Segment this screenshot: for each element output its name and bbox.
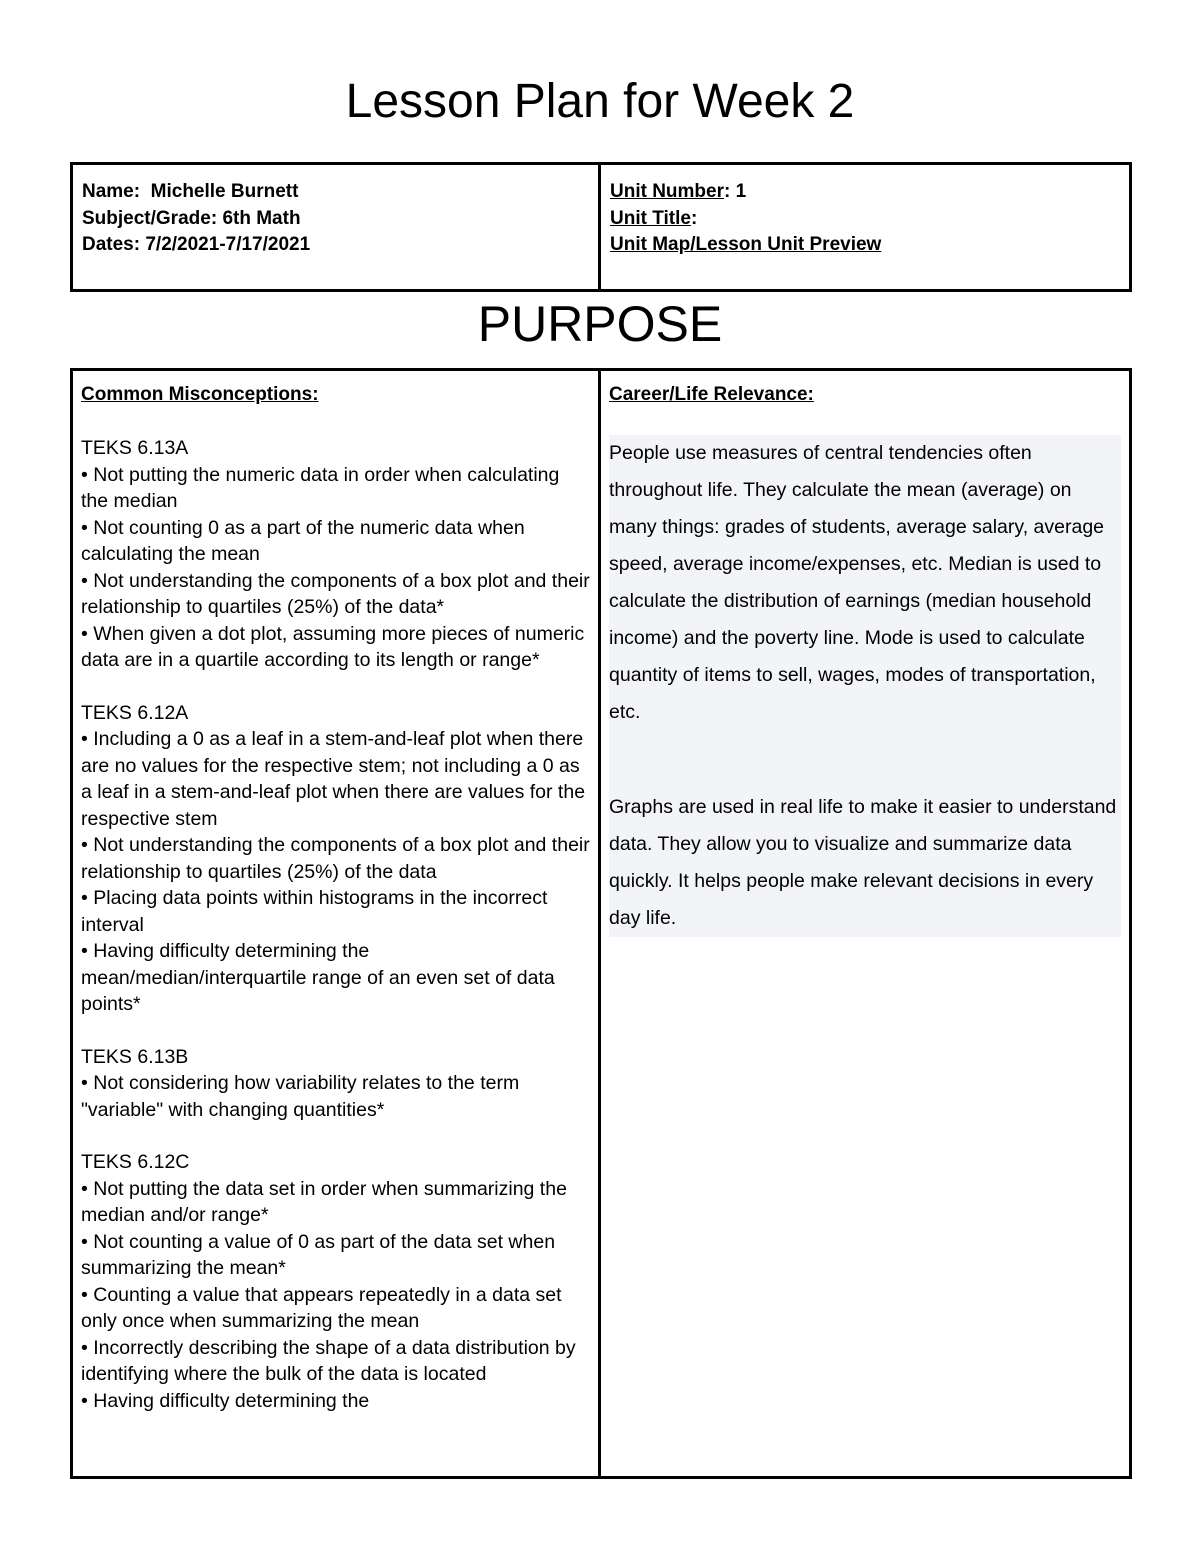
unit-title-line [610,206,1120,233]
teks-block [81,1044,591,1124]
teacher-info-cell [73,165,601,289]
misconception-bullet: • Having difficulty determining the mean/median/interquartile range of an even set of data points* [81,940,555,1015]
unit-title-label: Unit Title [610,207,691,229]
subject-value: 6th Math [222,207,301,229]
unit-number-label: Unit Number [610,181,724,202]
relevance-heading: Career/Life Relevance: [609,384,814,405]
paragraph-spacer [609,731,1121,789]
purpose-table [70,368,1132,1479]
subject-line [82,206,589,233]
dates-value: 7/2/2021-7/17/2021 [145,234,311,255]
misconception-bullet: • Counting a value that appears repeatedly in a data set only once when summarizing the mean [81,1283,562,1332]
dates-label: Dates: [82,234,141,255]
subject-label: Subject/Grade: [82,207,218,229]
unit-title-suffix: : [690,207,698,229]
teks-label: TEKS 6.13A [81,437,189,459]
misconception-bullet: • Having difficulty determining the [81,1389,370,1412]
name-line [82,179,589,206]
misconceptions-heading [81,383,591,407]
misconceptions-heading-suffix: : [312,384,319,405]
teks-label: TEKS 6.13B [81,1045,189,1068]
dates-line [82,232,589,259]
misconception-bullet: • Not counting a value of 0 as part of the data set when summarizing the mean* [81,1230,556,1279]
name-value: Michelle Burnett [150,181,299,202]
teks-label: TEKS 6.12A [81,701,189,724]
teks-list [81,435,591,1414]
misconception-bullet: • Not putting the data set in order when summarizing the median and/or range* [81,1177,567,1226]
misconception-bullet: • Not understanding the components of a box plot and their relationship to quartiles (25%) of the data [81,834,590,883]
teks-label: TEKS 6.12C [81,1151,190,1173]
relevance-text-box [609,435,1121,937]
misconceptions-column [73,371,601,1476]
unit-number-value: : 1 [724,181,747,202]
misconception-bullet: • Not considering how variability relates to the term "variable" with changing quantities* [81,1072,520,1121]
misconception-bullet: • When given a dot plot, assuming more pieces of numeric data are in a quartile according to its length or range* [81,622,585,671]
document-title: Lesson Plan for Week 2 [345,75,855,128]
purpose-heading: PURPOSE [477,296,723,352]
unit-info-cell [601,165,1129,289]
misconception-bullet: • Incorrectly describing the shape of a data distribution by identifying where the bulk of the data is located [81,1336,576,1385]
misconception-bullet: • Including a 0 as a leaf in a stem-and-leaf plot when there are no values for the respective stem; not including a 0 as a leaf in a stem-and-leaf plot when there are values for the respective stem [81,728,586,830]
unit-number-line [610,179,1120,206]
unit-map-link[interactable]: Unit Map/Lesson Unit Preview [610,234,882,255]
teks-block [81,1149,591,1414]
misconceptions-heading-text: Common Misconceptions [81,384,313,405]
misconception-bullet: • Not putting the numeric data in order when calculating the median [81,463,560,512]
relevance-column [601,371,1129,1476]
misconception-bullet: • Not counting 0 as a part of the numeric data when calculating the mean [81,516,525,565]
header-table [70,162,1132,292]
teks-block [81,700,591,1018]
relevance-paragraph: People use measures of central tendencies often throughout life. They calculate the mean (average) on many things: grades of students, average salary, average speed, average income/expenses, etc. Median is used to calculate the distribution of earnings (median household income) and the poverty line. Mode is used to calculate quantity of items to sell, wages, modes of transportation, etc. [609,442,1105,723]
unit-map-line [610,232,1120,259]
teks-block [81,435,591,674]
name-label: Name: [82,181,141,202]
relevance-paragraph: Graphs are used in real life to make it easier to understand data. They allow you to visualize and summarize data quickly. It helps people make relevant decisions in every day life. [609,796,1117,929]
misconception-bullet: • Placing data points within histograms in the incorrect interval [81,887,548,936]
misconception-bullet: • Not understanding the components of a box plot and their relationship to quartiles (25%) of the data* [81,569,590,618]
